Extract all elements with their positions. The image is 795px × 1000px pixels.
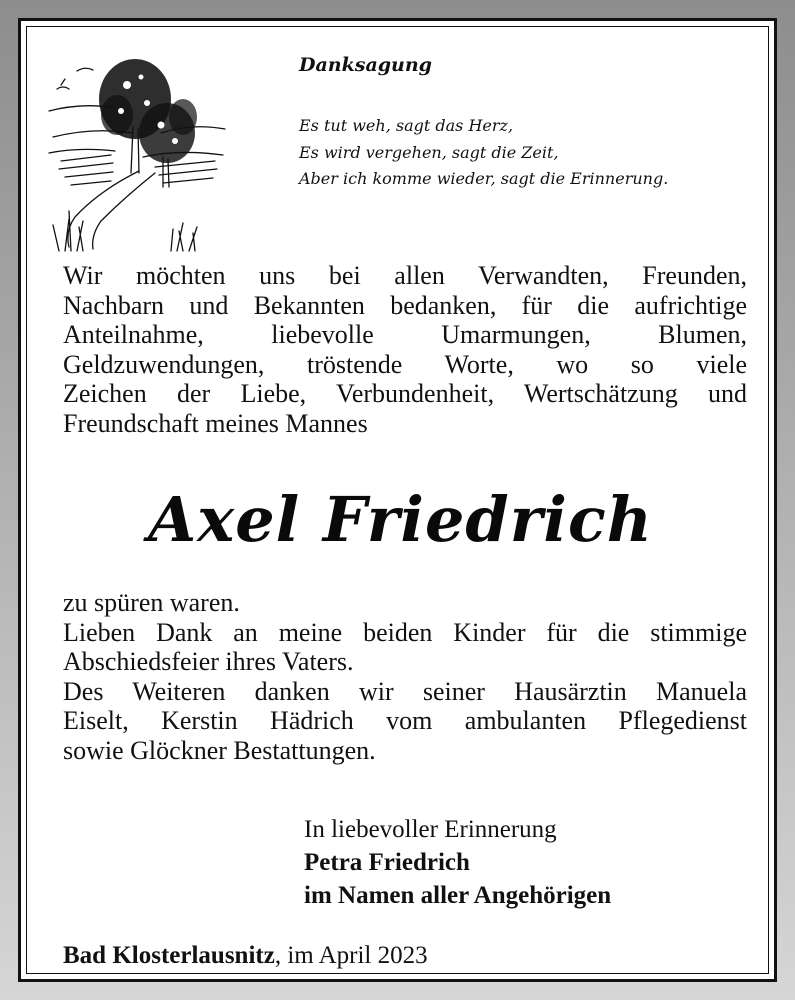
closing-line: zu spüren waren. <box>63 588 240 617</box>
poem-title: Danksagung <box>299 54 432 76</box>
tree-landscape-icon <box>43 41 233 253</box>
intro-line: Zeichen der Liebe, Verbundenheit, Wertschätzung und <box>63 379 747 408</box>
closing-line: Des Weiteren danken wir seiner Hausärztin Manuela <box>63 676 747 706</box>
poem-line: Es tut weh, sagt das Herz, <box>299 116 514 135</box>
closing-line: Eiselt, Kerstin Hädrich vom ambulanten Pflegedienst <box>63 706 747 735</box>
intro-line: Wir möchten uns bei allen Verwandten, Freunden, <box>63 261 747 290</box>
intro-line: Nachbarn und Bekannten bedanken, für die aufrichtige <box>63 290 747 320</box>
intro-line: Freundschaft meines Mannes <box>63 408 368 438</box>
deceased-name: Axel Friedrich <box>148 483 653 556</box>
signature-name: Petra Friedrich <box>304 849 470 876</box>
signature-greeting: In liebevoller Erinnerung <box>304 816 557 843</box>
closing-line: Lieben Dank an meine beiden Kinder für die stimmige <box>63 617 747 647</box>
notice-frame <box>18 18 777 982</box>
closing-line: sowie Glöckner Bestattungen. <box>63 735 376 765</box>
intro-line: Geldzuwendungen, tröstende Worte, wo so viele <box>63 349 747 379</box>
date: , im April 2023 <box>274 942 428 969</box>
signature-block <box>304 813 611 912</box>
poem <box>299 113 769 193</box>
poem-line: Aber ich komme wieder, sagt die Erinnerung. <box>299 169 669 188</box>
signature-group: im Namen aller Angehörigen <box>304 882 612 909</box>
intro-line: Anteilnahme, liebevolle Umarmungen, Blumen, <box>63 320 747 349</box>
closing-text <box>63 588 747 765</box>
place-date <box>63 942 428 970</box>
intro-text <box>63 261 747 438</box>
poem-line: Es wird vergehen, sagt die Zeit, <box>299 142 559 162</box>
place: Bad Klosterlausnitz <box>63 942 275 969</box>
closing-line: Abschiedsfeier ihres Vaters. <box>63 647 354 676</box>
